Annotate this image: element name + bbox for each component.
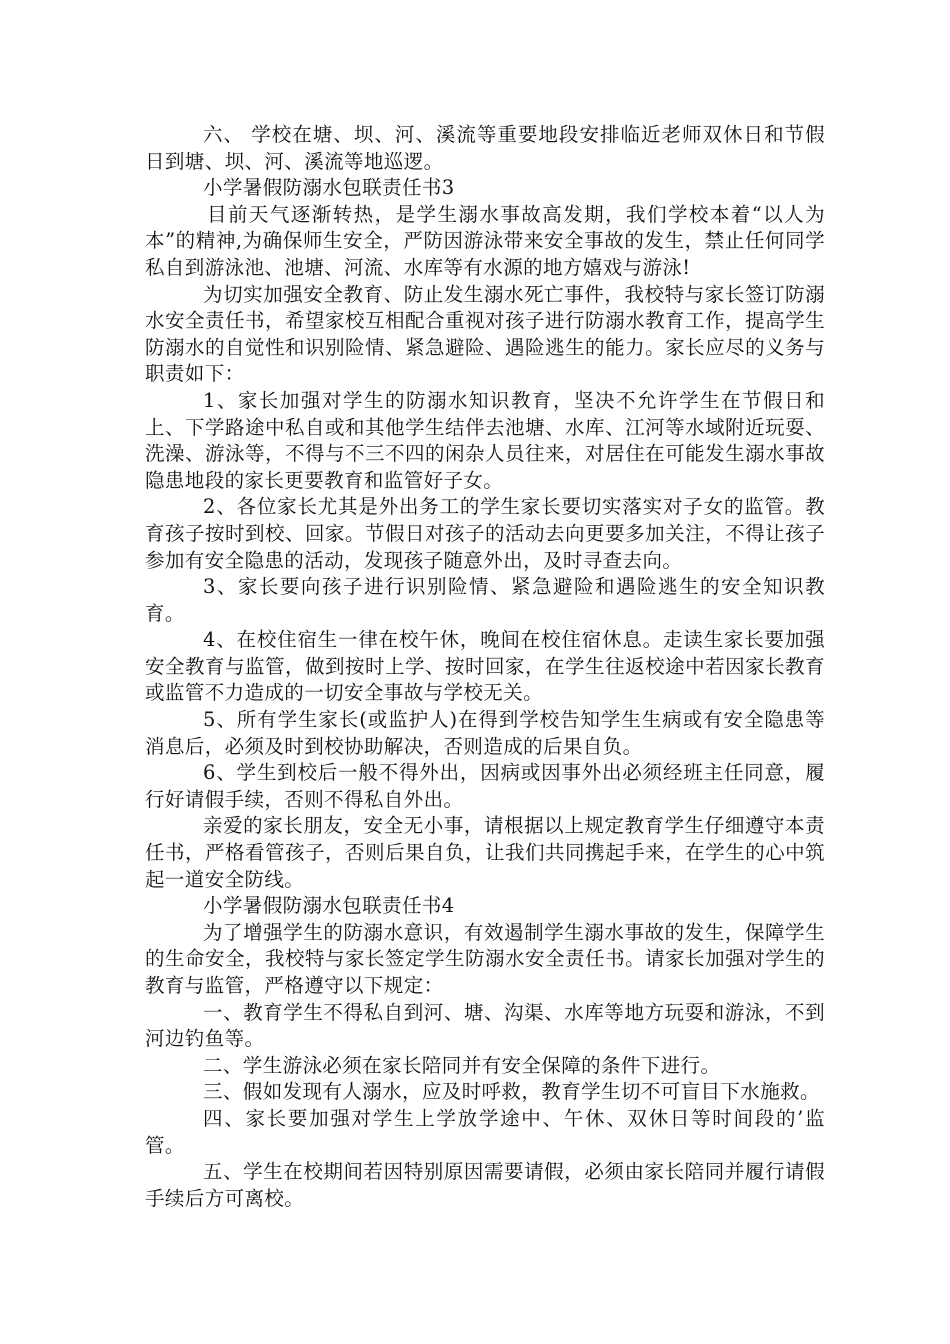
paragraph-section-six: 六、 学校在塘、坝、河、溪流等重要地段安排临近老师双休日和节假日到塘、坝、河、溪流等地巡逻。	[145, 123, 825, 173]
document-page	[145, 122, 825, 1212]
paragraph-purpose-3: 为切实加强安全教育、防止发生溺水死亡事件，我校特与家长签订防溺水安全责任书，希望家校互相配合重视对孩子进行防溺水教育工作，提高学生防溺水的自觉性和识别险情、紧急避险、遇险逃生的能力。家长应尽的义务与职责如下：	[145, 282, 825, 386]
paragraph-intro-4: 为了增强学生的防溺水意识，有效遏制学生溺水事故的发生，保障学生的生命安全，我校特与家长签定学生防溺水安全责任书。请家长加强对学生的教育与监管，严格遵守以下规定：	[145, 920, 825, 997]
paragraph-rule-four: 四、家长要加强对学生上学放学途中、午休、双休日等时间段的’监管。	[145, 1106, 825, 1157]
paragraph-rule-five: 五、学生在校期间若因特别原因需要请假，必须由家长陪同并履行请假手续后方可离校。	[145, 1160, 825, 1210]
paragraph-closing-3: 亲爱的家长朋友，安全无小事，请根据以上规定教育学生仔细遵守本责任书，严格看管孩子，否则后果自负，让我们共同携起手来，在学生的心中筑起一道安全防线。	[145, 814, 825, 891]
heading-responsibility-4: 小学暑假防溺水包联责任书4	[203, 894, 455, 918]
paragraph-intro-3: 目前天气逐渐转热，是学生溺水事故高发期，我们学校本着“以人为本”的精神,为确保师生安全，严防因游泳带来安全事故的发生，禁止任何同学私自到游泳池、池塘、河流、水库等有水源的地方嬉戏与游泳!	[145, 202, 825, 279]
paragraph-item-4: 4、在校住宿生一律在校午休，晚间在校住宿休息。走读生家长要加强安全教育与监管，做到按时上学、按时回家，在学生往返校途中若因家长教育或监管不力造成的一切安全事故与学校无关。	[145, 628, 825, 705]
paragraph-item-5: 5、所有学生家长(或监护人)在得到学校告知学生生病或有安全隐患等消息后，必须及时到校协助解决，否则造成的后果自负。	[145, 708, 825, 758]
paragraph-item-1: 1、家长加强对学生的防溺水知识教育，坚决不允许学生在节假日和上、下学路途中私自或和其他学生结伴去池塘、水库、江河等水域附近玩耍、洗澡、游泳等，不得与不三不四的闲杂人员往来，对居住在可能发生溺水事故隐患地段的家长更要教育和监管好子女。	[145, 388, 825, 492]
paragraph-item-3: 3、家长要向孩子进行识别险情、紧急避险和遇险逃生的安全知识教育。	[145, 575, 825, 625]
heading-responsibility-3: 小学暑假防溺水包联责任书3	[203, 176, 455, 200]
paragraph-item-6: 6、学生到校后一般不得外出，因病或因事外出必须经班主任同意，履行好请假手续，否则不得私自外出。	[145, 761, 825, 811]
paragraph-rule-three: 三、假如发现有人溺水，应及时呼救，教育学生切不可盲目下水施救。	[203, 1080, 820, 1104]
paragraph-rule-two: 二、学生游泳必须在家长陪同并有安全保障的条件下进行。	[203, 1053, 721, 1077]
paragraph-rule-one: 一、教育学生不得私自到河、塘、沟渠、水库等地方玩耍和游泳，不到河边钓鱼等。	[145, 1000, 825, 1051]
paragraph-item-2: 2、各位家长尤其是外出务工的学生家长要切实落实对子女的监管。教育孩子按时到校、回家。节假日对孩子的活动去向更要多加关注，不得让孩子参加有安全隐患的活动，发现孩子随意外出，及时寻查去向。	[145, 495, 825, 572]
